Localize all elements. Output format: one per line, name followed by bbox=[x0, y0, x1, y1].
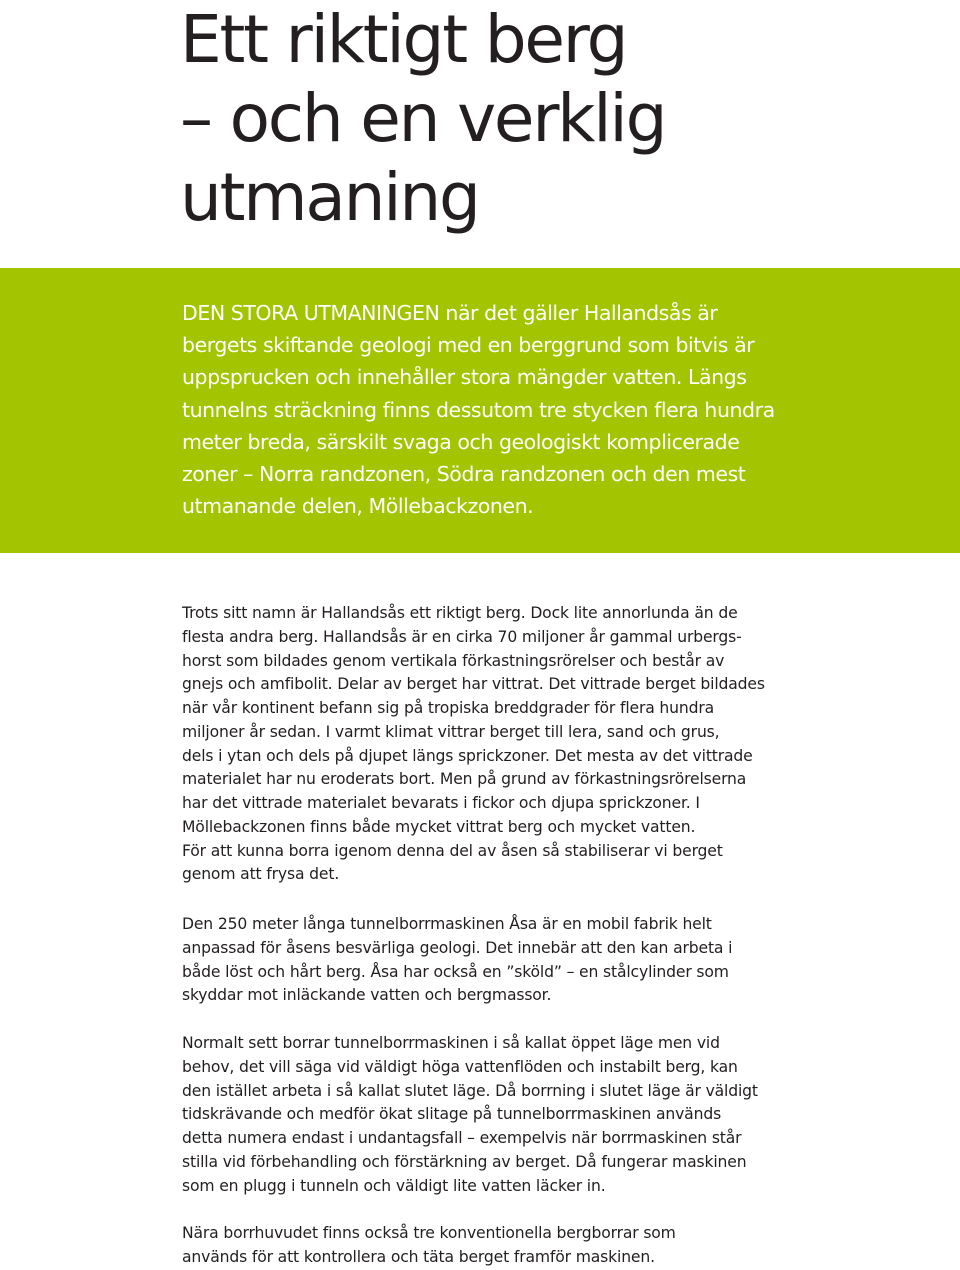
body-paragraph bbox=[182, 1032, 942, 1198]
paragraph-line: när vår kontinent befann sig på tropiska breddgrader för flera hundra bbox=[182, 699, 715, 717]
body-paragraph bbox=[182, 913, 942, 1008]
paragraph-line: har det vittrade materialet bevarats i fickor och djupa sprickzoner. I bbox=[182, 794, 700, 812]
ingress-line: tunnelns sträckning finns dessutom tre stycken flera hundra bbox=[182, 397, 775, 422]
paragraph-line: miljoner år sedan. I varmt klimat vittrar berget till lera, sand och grus, bbox=[182, 722, 720, 741]
paragraph-line: Nära borrhuvudet finns också tre konventionella bergborrar som bbox=[182, 1224, 676, 1242]
paragraph-line: skyddar mot inläckande vatten och bergmassor. bbox=[182, 986, 552, 1005]
paragraph-line: flesta andra berg. Hallandsås är en cirka 70 miljoner år gammal urbergs- bbox=[182, 627, 742, 646]
ingress-line: meter breda, särskilt svaga och geologiskt komplicerade bbox=[182, 429, 740, 454]
paragraph-line: detta numera endast i undantagsfall – exempelvis när borrmaskinen står bbox=[182, 1129, 742, 1147]
paragraph-line: som en plugg i tunneln och väldigt lite vatten läcker in. bbox=[182, 1176, 606, 1195]
title-line: – och en verklig bbox=[180, 80, 666, 157]
paragraph-line: används för att kontrollera och täta berget framför maskinen. bbox=[182, 1247, 655, 1266]
page-title bbox=[180, 0, 940, 237]
title-line: Ett riktigt berg bbox=[180, 1, 627, 78]
body-paragraph bbox=[182, 1222, 942, 1270]
paragraph-line: den istället arbeta i så kallat slutet läge. Då borrning i slutet läge är väldigt bbox=[182, 1081, 758, 1100]
paragraph-line: För att kunna borra igenom denna del av åsen så stabiliserar vi berget bbox=[182, 841, 723, 860]
paragraph-line: anpassad för åsens besvärliga geologi. Det innebär att den kan arbeta i bbox=[182, 938, 733, 957]
body-paragraph bbox=[182, 602, 942, 887]
paragraph-line: Den 250 meter långa tunnelborrmaskinen Åsa är en mobil fabrik helt bbox=[182, 915, 712, 933]
paragraph-line: Möllebackzonen finns både mycket vittrat berg och mycket vatten. bbox=[182, 817, 696, 836]
paragraph-line: Normalt sett borrar tunnelborrmaskinen i så kallat öppet läge men vid bbox=[182, 1034, 720, 1052]
ingress-line: zoner – Norra randzonen, Södra randzonen och den mest bbox=[182, 462, 746, 487]
paragraph-line: både löst och hårt berg. Åsa har också en ”sköld” – en stålcylinder som bbox=[182, 962, 729, 981]
ingress-line: utmanande delen, Möllebackzonen. bbox=[182, 494, 534, 519]
ingress-text bbox=[182, 297, 942, 522]
title-line: utmaning bbox=[180, 159, 479, 236]
paragraph-line: behov, det vill säga vid väldigt höga vattenflöden och instabilt berg, kan bbox=[182, 1057, 738, 1076]
paragraph-line: materialet har nu eroderats bort. Men på grund av förkastningsrörelserna bbox=[182, 770, 747, 789]
paragraph-line: Trots sitt namn är Hallandsås ett riktigt berg. Dock lite annorlunda än de bbox=[182, 604, 738, 622]
paragraph-line: stilla vid förbehandling och förstärkning av berget. Då fungerar maskinen bbox=[182, 1152, 747, 1171]
paragraph-line: dels i ytan och dels på djupet längs sprickzoner. Det mesta av det vittrade bbox=[182, 746, 753, 765]
paragraph-line: tidskrävande och medför ökat slitage på tunnelborrmaskinen används bbox=[182, 1105, 722, 1124]
paragraph-line: horst som bildades genom vertikala förkastningsrörelser och består av bbox=[182, 651, 725, 670]
paragraph-line: gnejs och amfibolit. Delar av berget har vittrat. Det vittrade berget bildades bbox=[182, 675, 765, 694]
paragraph-line: genom att frysa det. bbox=[182, 865, 340, 884]
ingress-line: bergets skiftande geologi med en berggrund som bitvis är bbox=[182, 333, 755, 358]
ingress-line: uppsprucken och innehåller stora mängder vatten. Längs bbox=[182, 365, 747, 390]
ingress-line: DEN STORA UTMANINGEN när det gäller Hallandsås är bbox=[182, 301, 718, 325]
